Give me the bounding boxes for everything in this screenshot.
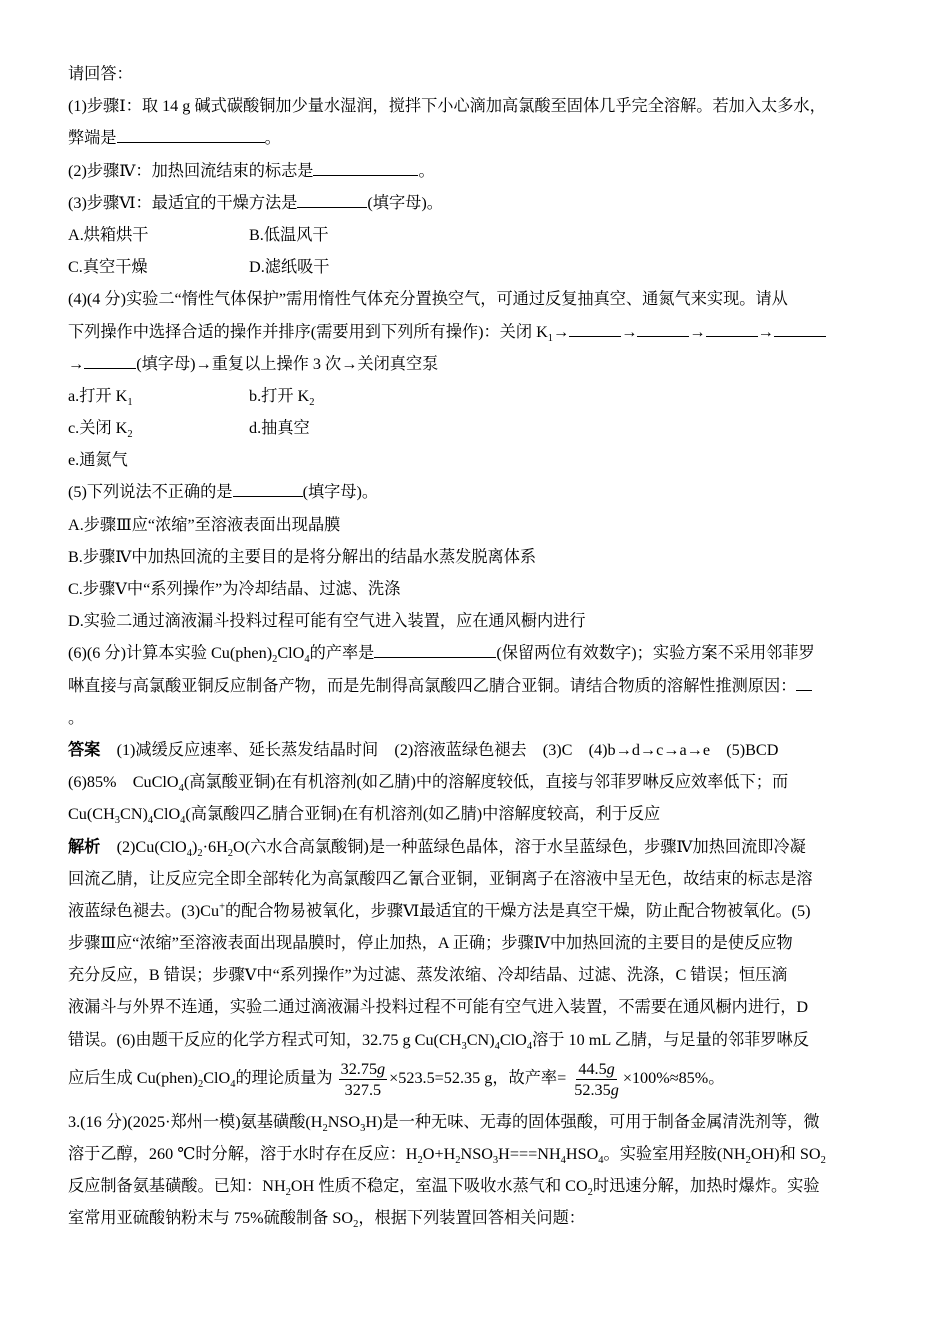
q4-line-2: 下列操作中选择合适的操作并排序(需要用到下列所有操作)：关闭 $K_1\to$ → → → bbox=[68, 316, 888, 348]
option-a: a.打开 $K_1$ bbox=[68, 386, 133, 409]
answer-line-2: (6)85% CuClO$_4$(高氯酸亚铜)在有机溶剂(如乙腈)中的溶解度较低，直接与邻菲罗啉反应效率低下；而 bbox=[68, 773, 789, 795]
analysis-line-3: 液蓝绿色褪去。(3)Cu+的配合物易被氧化，步骤Ⅵ最适宜的干燥方法是真空干燥，防止配合物被氧化。(5) bbox=[68, 901, 811, 920]
answer-blank bbox=[374, 639, 496, 658]
q3-line-4: 室常用亚硫酸钠粉末与 75%硫酸制备 $SO_2$，根据下列装置回答相关问题： bbox=[68, 1209, 585, 1231]
option-d: D.滤纸吸干 bbox=[249, 258, 330, 277]
analysis-line-4: 步骤Ⅲ应“浓缩”至溶液表面出现晶膜时，停止加热，A 正确；步骤Ⅳ中加热回流的主要目的是使反应物 bbox=[68, 934, 793, 953]
answer-blank bbox=[297, 189, 367, 208]
answer-blank bbox=[313, 157, 418, 176]
q3-line: 3.(16 分)(2025·郑州一模)氨基磺酸$(H_2NSO_3H)$是一种无味、无毒的固体强酸，可用于制备金属清洗剂等，微 bbox=[68, 1112, 820, 1135]
answer-blank bbox=[117, 124, 265, 143]
q6-line-3: 。 bbox=[68, 708, 85, 727]
option-c: c.关闭 $K_2$ bbox=[68, 419, 133, 441]
answer-line: 答案 (1)减缓反应速率、延长蒸发结晶时间 (2)溶液蓝绿色褪去 (3)C (4)b→d→c→a→e (5)BCD bbox=[68, 740, 779, 759]
analysis-line-5: 充分反应，B 错误；步骤Ⅴ中“系列操作”为过滤、蒸发浓缩、冷却结晶、过滤、洗涤，C 错误；恒压滴 bbox=[68, 966, 788, 985]
q6-line-2: 啉直接与高氯酸亚铜反应制备产物，而是先制得高氯酸四乙腈合亚铜。请结合物质的溶解性推测原因： bbox=[68, 670, 888, 702]
option-b: B.步骤Ⅳ中加热回流的主要目的是将分解出的结晶水蒸发脱离体系 bbox=[68, 547, 537, 566]
answer-blank bbox=[569, 318, 621, 337]
answer-blank bbox=[706, 318, 758, 337]
answer-blank bbox=[233, 478, 303, 497]
q5-line: (5)下列说法不正确的是 (填字母)。 bbox=[68, 476, 888, 508]
answer-blank bbox=[84, 350, 136, 369]
q4-line: (4)(4 分)实验二“惰性气体保护”需用惰性气体充分置换空气，可通过反复抽真空、通氮气来实现。请从 bbox=[68, 290, 788, 309]
option-d: d.抽真空 bbox=[249, 419, 310, 438]
q4-line-3: → (填字母)→重复以上操作 3 次→关闭真空泵 bbox=[68, 348, 888, 380]
answer-blank bbox=[637, 318, 689, 337]
q4-options-row bbox=[68, 380, 888, 412]
option-a: A.烘箱烘干 bbox=[68, 225, 149, 244]
option-b: B.低温风干 bbox=[249, 225, 329, 244]
answer-label: 答案 bbox=[68, 740, 101, 759]
analysis-label: 解析 bbox=[68, 837, 101, 856]
q3-line: (3)步骤Ⅵ：最适宜的干燥方法是 (填字母)。 bbox=[68, 187, 888, 219]
fraction-yield: $\frac{44.5g}{52.35g}$ bbox=[574, 1059, 619, 1099]
document-page bbox=[68, 58, 888, 1235]
answer-blank bbox=[774, 318, 826, 337]
answer-line-3: $Cu(CH_3CN)_4ClO_4$(高氯酸四乙腈合亚铜)在有机溶剂(如乙腈)中溶解度较高，利于反应 bbox=[68, 805, 661, 827]
option-c: C.步骤Ⅴ中“系列操作”为冷却结晶、过滤、洗涤 bbox=[68, 580, 401, 598]
q4-options-row bbox=[68, 412, 888, 444]
fraction-theoretical-mass: $\frac{32.75g}{327.5}$ bbox=[340, 1059, 386, 1099]
analysis-line-8: 应后生成 $Cu(phen)_2ClO_4$的理论质量为 $\frac{32.75g}{327.5}$ ×523.5=52.35 g，故产率= $\frac{44.5g}{52.35g}$ ×100%≈85%。 bbox=[68, 1059, 725, 1099]
analysis-line-2: 回流乙腈，让反应完全即全部转化为高氯酸四乙氰合亚铜，亚铜离子在溶液中呈无色，故结束的标志是溶 bbox=[68, 869, 813, 888]
q3-options-row bbox=[68, 219, 888, 251]
answer-blank bbox=[796, 672, 812, 691]
q1-line-2: 弊端是 。 bbox=[68, 122, 888, 154]
q1-line: (1)步骤Ⅰ：取 14 g 碱式碳酸铜加少量水湿润，搅拌下小心滴加高氯酸至固体几乎完全溶解。若加入太多水， bbox=[68, 97, 826, 116]
option-b: b.打开 $K_2$ bbox=[249, 386, 315, 409]
option-a: A.步骤Ⅲ应“浓缩”至溶液表面出现晶膜 bbox=[68, 515, 341, 534]
option-d: D.实验二通过滴液漏斗投料过程可能有空气进入装置，应在通风橱内进行 bbox=[68, 612, 586, 631]
analysis-line: 解析 $(2)Cu(ClO_4)_2\cdot 6H_2O$(六水合高氯酸铜)是一种蓝绿色晶体，溶于水呈蓝绿色，步骤Ⅳ加热回流即冷凝 bbox=[68, 837, 806, 859]
intro-line: 请回答： bbox=[68, 65, 133, 83]
option-e: e.通氮气 bbox=[68, 451, 128, 470]
q6-line: (6)(6 分)计算本实验 $Cu(phen)_2ClO_4$的产率是 (保留两位有效数字)；实验方案不采用邻菲罗 bbox=[68, 637, 888, 669]
analysis-line-6: 液漏斗与外界不连通，实验二通过滴液漏斗投料过程不可能有空气进入装置，不需要在通风橱内进行，D bbox=[68, 998, 809, 1017]
q2-line: (2)步骤Ⅳ：加热回流结束的标志是 。 bbox=[68, 155, 888, 187]
option-c: C.真空干燥 bbox=[68, 258, 148, 277]
analysis-line-7: 错误。(6)由题干反应的化学方程式可知，32.75 g $Cu(CH_3CN)_4ClO_4$溶于 10 mL 乙腈，与足量的邻菲罗啉反 bbox=[68, 1030, 809, 1052]
q3-line-2: 溶于乙醇，260 ℃时分解，溶于水时存在反应：$H_2O+H_2NSO_3H===NH_4HSO_4$。实验室用羟胺$(NH_2OH)$和 $SO_2$ bbox=[68, 1145, 826, 1167]
q3-options-row bbox=[68, 251, 888, 283]
q3-line-3: 反应制备氨基磺酸。已知：$NH_2OH$ 性质不稳定，室温下吸收水蒸气和 $CO_2$时迅速分解，加热时爆炸。实验 bbox=[68, 1177, 820, 1199]
